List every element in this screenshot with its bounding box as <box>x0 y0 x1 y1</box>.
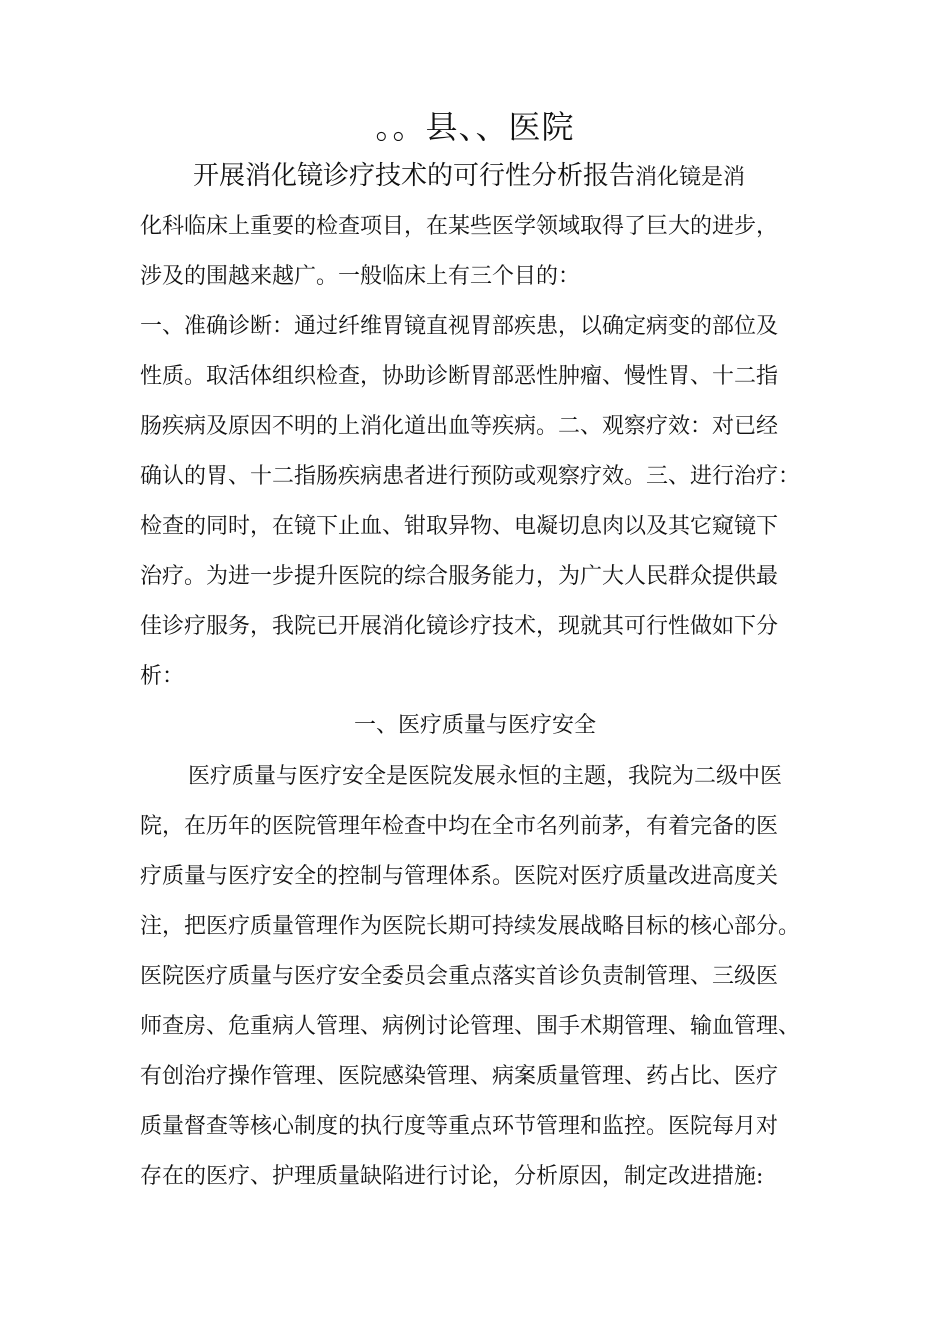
intro-line: 一、准确诊断：通过纤维胃镜直视胃部疾患，以确定病变的部位及 <box>140 314 779 339</box>
section-paragraph-line: 有创治疗操作管理、医院感染管理、病案质量管理、药占比、医疗 <box>140 1064 779 1089</box>
intro-start-text: 消化镜是消 <box>635 165 746 190</box>
report-subtitle: 开展消化镜诊疗技术的可行性分析报告 <box>193 161 636 191</box>
section-paragraph-line: 注，把医疗质量管理作为医院长期可持续发展战略目标的核心部分。 <box>140 914 801 939</box>
section-paragraph-line: 医疗质量与医疗安全是医院发展永恒的主题，我院为二级中医 <box>188 764 783 789</box>
intro-line: 涉及的围越来越广。一般临床上有三个目的： <box>140 264 581 289</box>
intro-line: 佳诊疗服务，我院已开展消化镜诊疗技术，现就其可行性做如下分 <box>140 614 779 639</box>
section-paragraph-line: 存在的医疗、护理质量缺陷进行讨论，分析原因，制定改进措施: <box>140 1164 764 1189</box>
intro-line: 性质。取活体组织检查，协助诊断胃部恶性肿瘤、慢性胃、十二指 <box>140 364 779 389</box>
intro-line: 肠疾病及原因不明的上消化道出血等疾病。二、观察疗效：对已经 <box>140 414 779 439</box>
intro-line: 析： <box>140 664 185 689</box>
section-paragraph-line: 疗质量与医疗安全的控制与管理体系。医院对医疗质量改进高度关 <box>140 864 779 889</box>
intro-line: 化科临床上重要的检查项目，在某些医学领域取得了巨大的进步， <box>140 214 779 239</box>
section-paragraph-line: 师查房、危重病人管理、病例讨论管理、围手术期管理、输血管理、 <box>140 1014 801 1039</box>
section-paragraph-line: 院，在历年的医院管理年检查中均在全市名列前茅，有着完备的医 <box>140 814 779 839</box>
section-heading: 一、医疗质量与医疗安全 <box>353 713 596 738</box>
section-paragraph-line: 医院医疗质量与医疗安全委员会重点落实首诊负责制管理、三级医 <box>140 964 779 989</box>
intro-line: 治疗。为进一步提升医院的综合服务能力，为广大人民群众提供最 <box>140 564 779 589</box>
section-paragraph-line: 质量督查等核心制度的执行度等重点环节管理和监控。医院每月对 <box>140 1114 779 1139</box>
intro-line: 确认的胃、十二指肠疾病患者进行预防或观察疗效。三、进行治疗： <box>140 464 801 489</box>
subtitle-line <box>193 158 853 197</box>
intro-line: 检查的同时，在镜下止血、钳取异物、电凝切息肉以及其它窥镜下 <box>140 514 779 539</box>
document-title: 。。县、、医院 <box>375 108 575 146</box>
